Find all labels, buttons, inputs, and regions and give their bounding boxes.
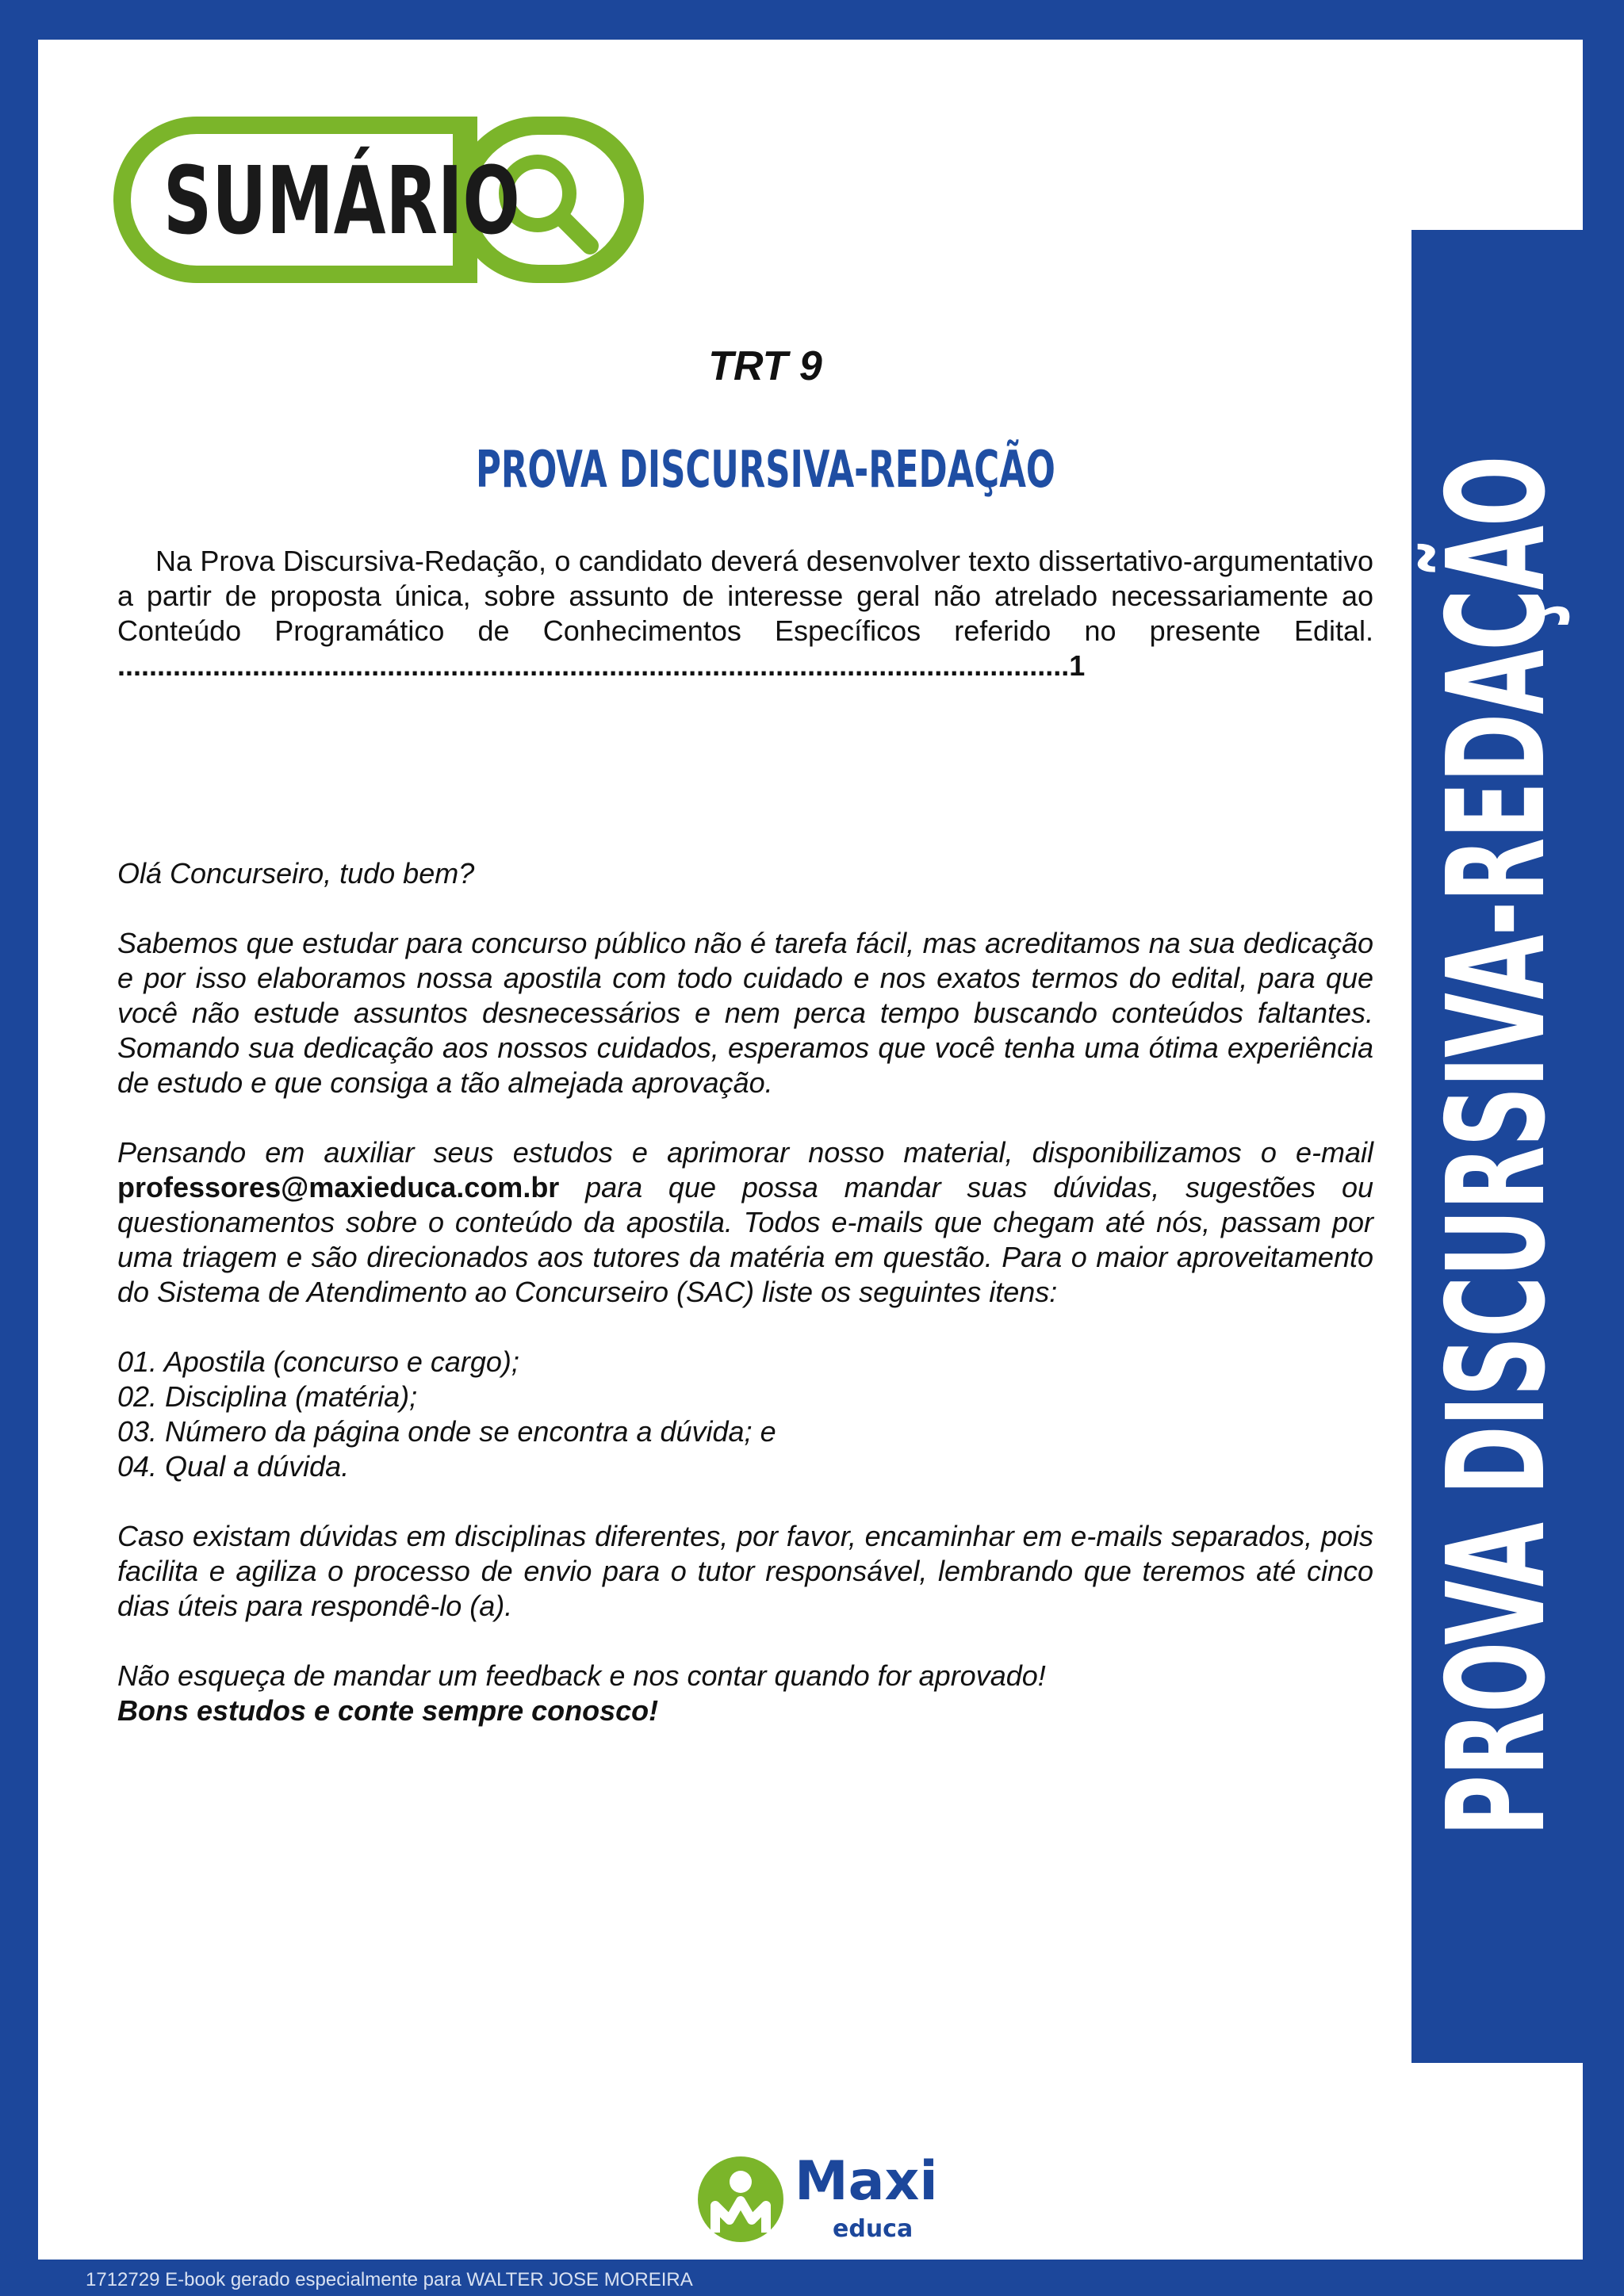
sumario-logo — [113, 116, 652, 284]
letter-paragraph-1: Sabemos que estudar para concurso público não é tarefa fácil, mas acreditamos na sua dedicação e por isso elaboramos nossa apostila com todo cuidado e nos exatos termos do edital, para que você não estude assuntos desnecessários e nem perca tempo buscando conteúdos faltantes. Somando sua dedicação aos nossos cuidados, esperamos que você tenha uma ótima experiência de estudo e que consiga a tão almejada aprovação. — [117, 927, 1373, 1099]
maxi-logo-icon — [696, 2150, 791, 2245]
letter-paragraph-4: Não esqueça de mandar um feedback e nos contar quando for aprovado! — [117, 1659, 1046, 1692]
toc-dots: ........................................................................................................................ — [117, 649, 1070, 682]
sac-items-list — [117, 1345, 1373, 1484]
list-item: 01. Apostila (concurso e cargo); — [117, 1345, 519, 1378]
list-item: 03. Número da página onde se encontra a dúvida; e — [117, 1415, 776, 1448]
side-banner-text: PROVA DISCURSIVA-REDAÇÃO — [1419, 456, 1576, 1837]
maxi-word: Maxi — [795, 2150, 938, 2213]
maxi-educa-logo — [696, 2150, 938, 2245]
educa-word: educa — [833, 2215, 914, 2243]
page-title: TRT 9 — [708, 343, 822, 389]
support-email-link[interactable]: professores@maxieduca.com.br — [117, 1171, 560, 1203]
sumario-word: SUMÁRIO — [163, 146, 520, 255]
greeting: Olá Concurseiro, tudo bem? — [117, 857, 475, 890]
welcome-letter — [117, 856, 1373, 1728]
page-subtitle: PROVA DISCURSIVA-REDAÇÃO — [475, 441, 1055, 499]
toc-entry[interactable] — [117, 544, 1373, 683]
closing-line: Bons estudos e conte sempre conosco! — [117, 1694, 659, 1727]
toc-page-number: 1 — [1069, 649, 1086, 682]
letter-paragraph-2: Pensando em auxiliar seus estudos e aprimorar nosso material, disponibilizamos o e-mail professores@maxieduca.com.br para que possa mandar suas dúvidas, sugestões ou questionamentos sobre o conteúdo da apostila. Todos e-mails que chegam até nós, passam por uma triagem e são direcionados aos tutores da matéria em questão. Para o maior aproveitamento do Sistema de Atendimento ao Concurseiro (SAC) liste os seguintes itens: — [117, 1136, 1373, 1308]
watermark-text: 1712729 E-book gerado especialmente para WALTER JOSE MOREIRA — [86, 2269, 693, 2290]
letter-paragraph-3: Caso existam dúvidas em disciplinas diferentes, por favor, encaminhar em e-mails separados, pois facilita e agiliza o processo de envio para o tutor responsável, lembrando que teremos até cinco dias úteis para respondê-lo (a). — [117, 1520, 1373, 1622]
list-item: 02. Disciplina (matéria); — [117, 1380, 418, 1413]
list-item: 04. Qual a dúvida. — [117, 1450, 350, 1483]
toc-entry-text: Na Prova Discursiva-Redação, o candidato deverá desenvolver texto dissertativo-argumentativo a partir de proposta única, sobre assunto de interesse geral não atrelado necessariamente ao Conteúdo Programático de Conhecimentos Específicos referido no presente Edital. — [117, 545, 1373, 647]
